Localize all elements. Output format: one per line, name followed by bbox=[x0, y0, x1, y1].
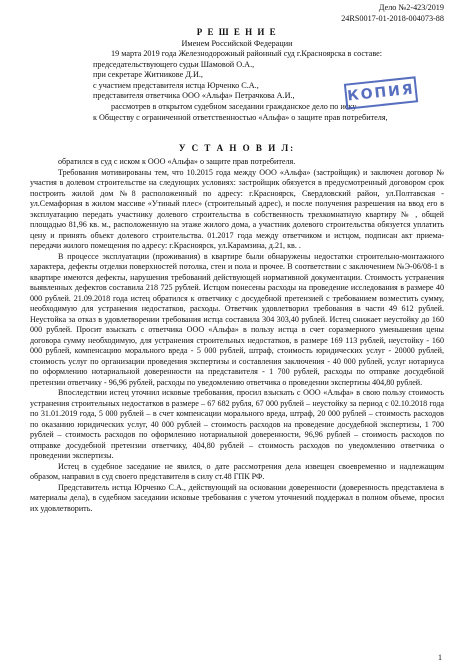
document-body bbox=[30, 157, 444, 514]
intro-claim: к Обществу с ограниченной ответственностью «Альфа» о защите прав потребителя, bbox=[93, 112, 388, 122]
document-title: Р Е Ш Е Н И Е bbox=[196, 27, 278, 37]
copy-stamp: КОПИЯ bbox=[344, 76, 418, 109]
body-paragraph: Впоследствии истец уточнил исковые требования, просил взыскать с ООО «Альфа» в свою пользу стоимость устранения строительных недостатков в размере – 67 682 рубля, 67 000 рублей – неустойку за период с 02.10.2018 года по 31.01.2019 года, 5 000 рублей – в счет компенсации морального вреда, штраф, 20 000 рублей – стоимость расходов по оказанию юридических услуг, 40 000 рублей – стоимость расходов на проведение досудебной экспертизы, 1 700 рублей – стоимость расходов по оформлению нотариальной доверенности, 96,96 рублей – стоимость расходов по отправке досудебной претензии ответчику, 404,80 рублей – стоимость расходов по уведомлению ответчика о проведении экспертизы. bbox=[30, 388, 444, 460]
page-number: 1 bbox=[438, 653, 442, 662]
intro-judge: председательствующего судьи Шамовой О.А., bbox=[93, 59, 255, 69]
body-paragraph: Представитель истца Юрченко С.А., действующий на основании доверенности (доверенность представлена в материалы дела), в судебном заседании исковые требования с учетом уточнений поддержал в полном объеме, просил их удовлетворить. bbox=[30, 482, 444, 513]
intro-date-line: 19 марта 2019 года Железнодорожный районный суд г.Красноярска в составе: bbox=[111, 49, 383, 58]
body-paragraph: В процессе эксплуатации (проживания) в квартире были обнаружены недостатки строительно-монтажного характера, дефекты отделки поверхностей потолка, стен и пола и прочее. В соответствии с заключением №Э-06/08-1 в квартире имеются дефекты, нарушения требований действующей нормативной документации. Стоимость устранения выявленных дефектов составила 218 725 рублей. Истцом понесены расходы на проведение исследования в размере 40 000 рублей. 21.09.2018 года истец обратился к ответчику с досудебной претензией с требованием возместить сумму, необходимую для устранения недостатков, расходы. Ответчик удовлетворил требования в части 49 612 рублей. Неустойка за отказ в удовлетворении требования истца составила 304 303,40 рублей. Истец снижает неустойку до 160 000 рублей. Просит взыскать с ответчика ООО «Альфа» в пользу истца в счет соразмерного уменьшения цены договора сумму необходимую, для устранения строительных недостатков, в размере 169 113 рублей, неустойку - 160 000 рублей, компенсацию морального вреда - 5 000 рублей, штраф, стоимость юридических услуг - 20000 рублей, стоимость услуг по организации проведения экспертизы и составления заключения - 40 000 рублей, услуг нотариуса по оформлению нотариальной доверенности на представителя - 1 700 рублей, расходы по отправке досудебной претензии ответчику - 96,96 рублей, расходы по уведомлению ответчика о проведении экспертизы 404,80 рублей. bbox=[30, 251, 444, 387]
case-identifier: 24RS0017-01-2018-004073-88 bbox=[341, 13, 444, 23]
intro-considered: рассмотрев в открытом судебном заседании гражданское дело по иску bbox=[111, 101, 357, 111]
case-header bbox=[341, 3, 444, 24]
section-heading-ustanovil: У С Т А Н О В И Л: bbox=[178, 143, 296, 153]
document-subtitle: Именем Российской Федерации bbox=[181, 39, 293, 48]
intro-rep-defendant: представителя ответчика ООО «Альфа» Петрачкова А.И., bbox=[93, 91, 295, 101]
body-paragraph: обратился в суд с иском к ООО «Альфа» о защите прав потребителя. bbox=[58, 157, 296, 166]
body-paragraph: Истец в судебное заседание не явился, о дате рассмотрения дела извещен своевременно и надлежащим образом, направил в суд своего представителя в силу ст.48 ГПК РФ. bbox=[30, 461, 444, 481]
case-number: Дело №2-423/2019 bbox=[378, 3, 444, 12]
intro-rep-plaintiff: с участием представителя истца Юрченко С.А., bbox=[93, 80, 259, 90]
intro-secretary: при секретаре Житниковe Д.И., bbox=[93, 70, 203, 80]
body-paragraph: Требования мотивированы тем, что 10.2015 года между ООО «Альфа» (застройщик) и заключен договор № участия в долевом строительстве на следующих условиях: застройщик обязуется в предусмотренный договором срок построить жилой дом №8 расположенный по адресу: г.Красноярск, Свердловский район, ул.Полтавская - ул.Семафорная в жилом массиве «Утиный плес» (строительный адрес), и после получения разрешения на ввод его в эксплуатацию передать участнику долевого строительства в собственность трехкомнатную квартиру № , общей площадью 81,96 кв. м., расположенную на этаже жилого дома, а участник долевого строительства обязуется уплатить цену и принять объект долевого строительства. 01.2017 года между ответчиком и истцом, подписан акт приема-передачи жилого помещения по адресу: г.Красноярск, ул.Карамзина, д.21, кв. . bbox=[30, 167, 444, 250]
